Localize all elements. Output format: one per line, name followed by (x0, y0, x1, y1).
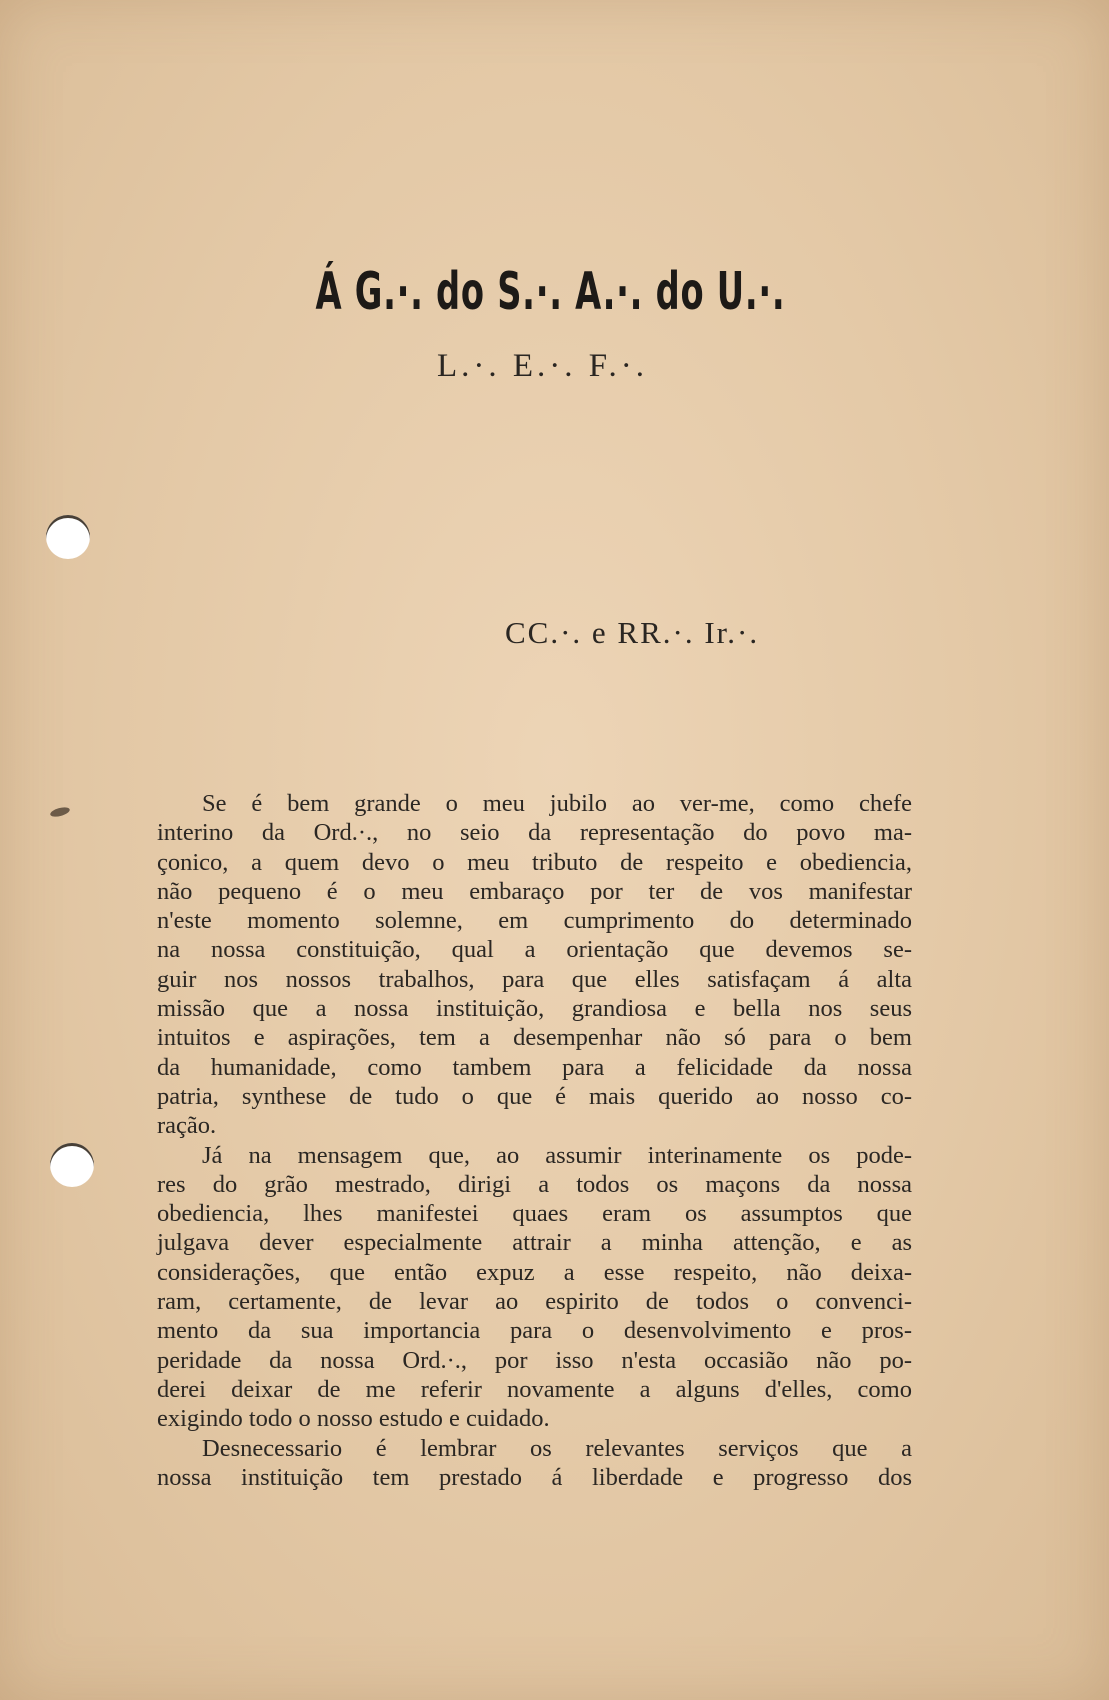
text-line: çonico, a quem devo o meu tributo de respeito e obediencia, (157, 848, 912, 876)
body-text (157, 789, 912, 1492)
text-line: considerações, que então expuz a esse respeito, não deixa- (157, 1258, 912, 1286)
punch-hole-bottom (50, 1143, 94, 1187)
punch-hole-top (46, 515, 90, 559)
text-line: missão que a nossa instituição, grandiosa e bella nos seus (157, 995, 912, 1023)
text-line: Se é bem grande o meu jubilo ao ver-me, como chefe (202, 790, 912, 817)
text-line: julgava dever especialmente attrair a minha attenção, e as (157, 1229, 912, 1257)
text-line: ração. (157, 1112, 217, 1140)
text-line: nossa instituição tem prestado á liberdade e progresso dos (157, 1463, 912, 1491)
ink-smudge (49, 806, 70, 819)
salutation: CC.·. e RR.·. Ir.·. (505, 615, 760, 650)
text-line: da humanidade, como tambem para a felicidade da nossa (157, 1053, 912, 1081)
page-title: Á G.·. do S.·. A.·. do U.·. (315, 262, 786, 322)
text-line: obediencia, lhes manifestei quaes eram os assumptos que (157, 1200, 912, 1228)
text-line: mento da sua importancia para o desenvolvimento e pros- (157, 1317, 912, 1345)
text-line: na nossa constituição, qual a orientação que devemos se- (157, 936, 912, 964)
text-line: Desnecessario é lembrar os relevantes serviços que a (202, 1434, 912, 1462)
text-line: exigindo todo o nosso estudo e cuidado. (157, 1405, 550, 1433)
text-line: res do grão mestrado, dirigi a todos os maçons da nossa (157, 1170, 912, 1198)
text-line: não pequeno é o meu embaraço por ter de vos manifestar (157, 877, 912, 905)
text-line: ram, certamente, de levar ao espirito de todos o convenci- (157, 1288, 912, 1316)
text-line: patria, synthese de tudo o que é mais querido ao nosso co- (157, 1082, 912, 1110)
text-line: interino da Ord.·., no seio da representação do povo ma- (157, 819, 912, 847)
text-line: n'este momento solemne, em cumprimento do determinado (157, 907, 912, 935)
page-subtitle: L.·. E.·. F.·. (437, 348, 648, 384)
text-line: intuitos e aspirações, tem a desempenhar não só para o bem (157, 1024, 912, 1052)
text-line: Já na mensagem que, ao assumir interinamente os pode- (202, 1141, 912, 1169)
text-line: guir nos nossos trabalhos, para que elles satisfaçam á alta (157, 965, 912, 993)
text-line: peridade da nossa Ord.·., por isso n'esta occasião não po- (157, 1346, 912, 1374)
text-line: derei deixar de me referir novamente a alguns d'elles, como (157, 1375, 912, 1403)
